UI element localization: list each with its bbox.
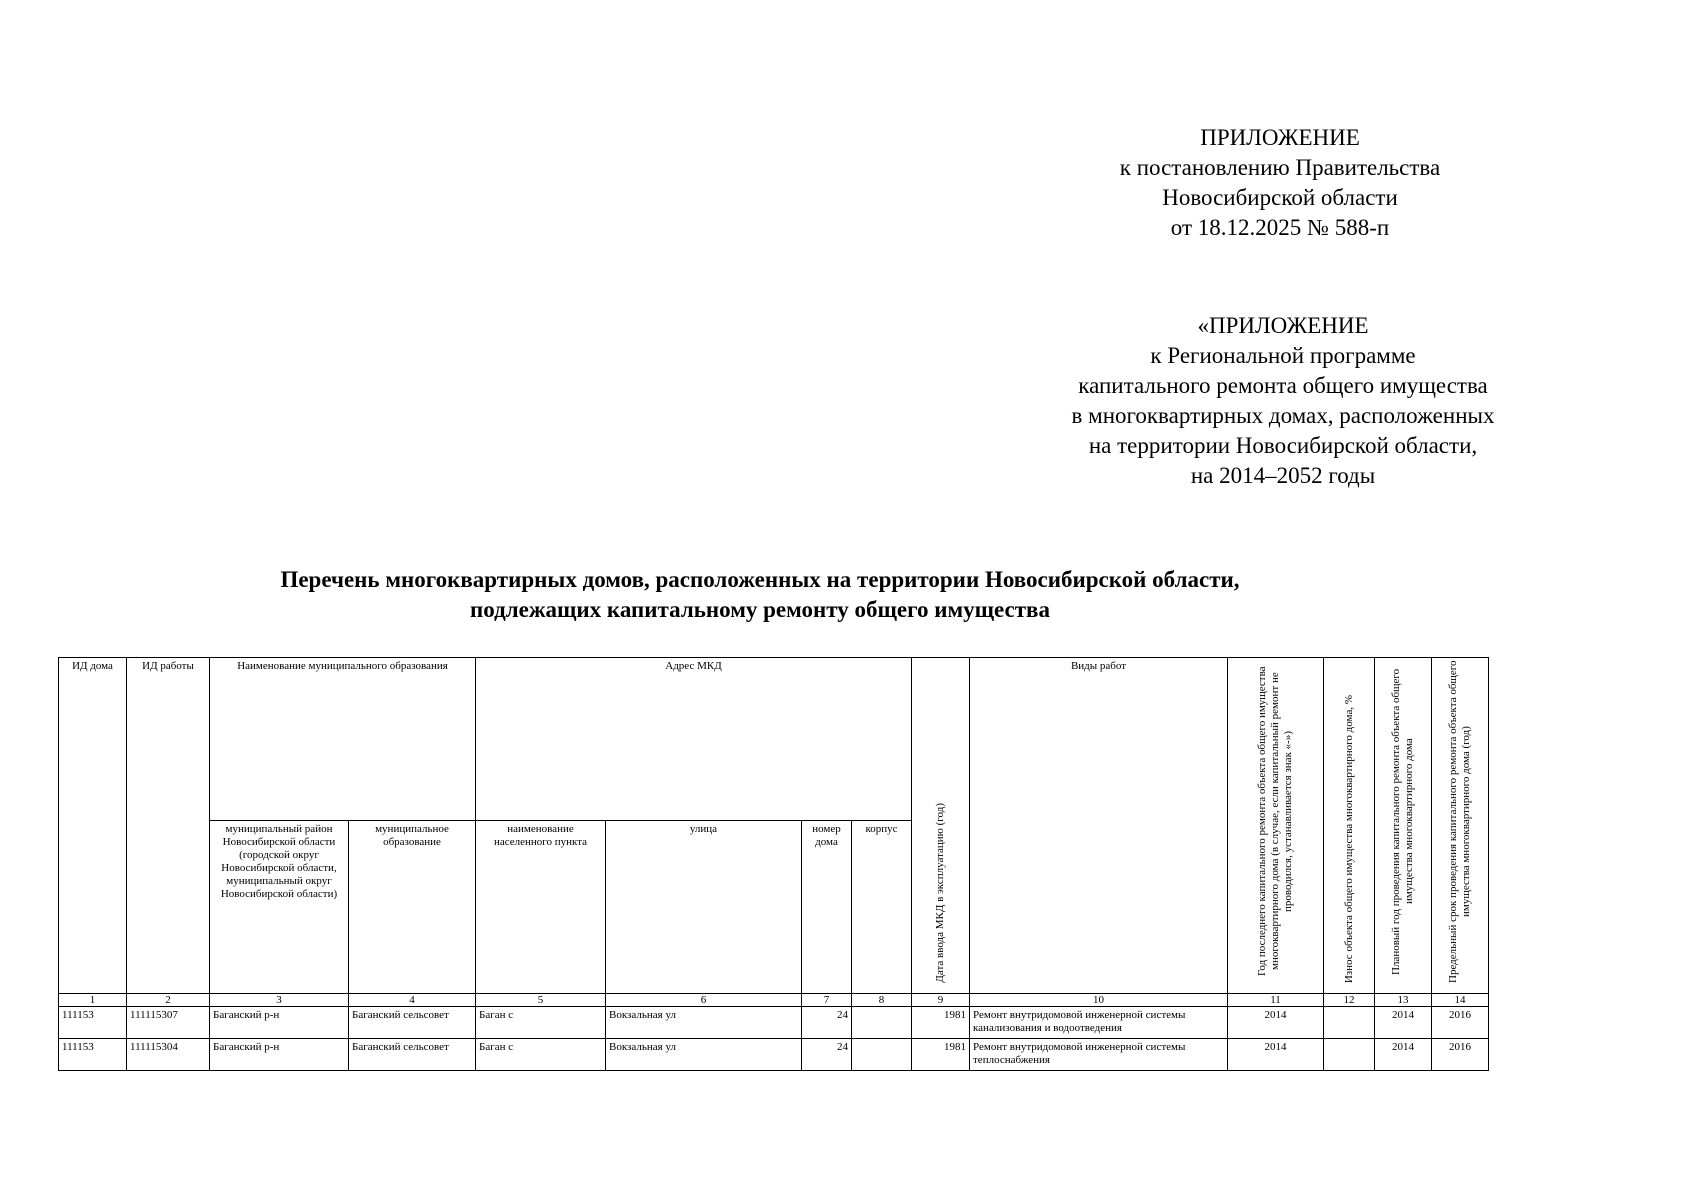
column-number: 11 (1228, 994, 1324, 1007)
cell-last-repair: 2014 (1228, 1039, 1324, 1071)
subheader-building: корпус (852, 821, 912, 994)
cell-house-id: 111153 (59, 1007, 127, 1039)
header-wear-text: Износ объекта общего имущества многоквартирного дома, % (1342, 694, 1355, 983)
header-commissioning-date (912, 658, 970, 994)
cell-deadline: 2016 (1432, 1007, 1489, 1039)
header-wear (1324, 658, 1375, 994)
table-row (59, 1039, 1489, 1071)
appendix-header-line: ПРИЛОЖЕНИЕ (1200, 125, 1360, 150)
program-appendix-header (1003, 311, 1563, 491)
cell-house-number: 24 (802, 1007, 852, 1039)
header-last-repair-year (1228, 658, 1324, 994)
header-municipality-name: Наименование муниципального образования (210, 658, 476, 821)
cell-municipality: Баганский сельсовет (349, 1007, 476, 1039)
header-work-id: ИД работы (127, 658, 210, 994)
cell-planned: 2014 (1375, 1007, 1432, 1039)
cell-district: Баганский р-н (210, 1007, 349, 1039)
cell-settlement: Баган с (476, 1007, 606, 1039)
program-appendix-line: на 2014–2052 годы (1190, 463, 1376, 488)
houses-table (58, 657, 1489, 1071)
cell-work-id: 111115304 (127, 1039, 210, 1071)
list-title-line: Перечень многоквартирных домов, расположенных на территории Новосибирской области, (280, 567, 1240, 592)
cell-street: Вокзальная ул (606, 1007, 802, 1039)
header-address: Адрес МКД (476, 658, 912, 821)
appendix-header-line: к постановлению Правительства (1119, 155, 1441, 180)
column-number: 5 (476, 994, 606, 1007)
header-planned-year (1375, 658, 1432, 994)
column-number: 14 (1432, 994, 1489, 1007)
column-number-row (59, 994, 1489, 1007)
cell-building (852, 1039, 912, 1071)
cell-planned: 2014 (1375, 1039, 1432, 1071)
header-deadline (1432, 658, 1489, 994)
header-planned-year-text: Плановый год проведения капитального ремонта объекта общего имущества многоквартирного дома (1390, 668, 1415, 975)
header-commissioning-date-text: Дата ввода МКД в эксплуатацию (год) (934, 803, 946, 983)
column-number: 12 (1324, 994, 1375, 1007)
cell-wear (1324, 1007, 1375, 1039)
cell-deadline: 2016 (1432, 1039, 1489, 1071)
program-appendix-line: капитального ремонта общего имущества (1078, 373, 1488, 398)
column-number: 4 (349, 994, 476, 1007)
list-title-line: подлежащих капитальному ремонту общего имущества (470, 597, 1050, 622)
column-number: 8 (852, 994, 912, 1007)
subheader-district: муниципальный район Новосибирской области (городской округ Новосибирской области, муниципальный округ Новосибирской области) (210, 821, 349, 994)
header-house-id: ИД дома (59, 658, 127, 994)
cell-street: Вокзальная ул (606, 1039, 802, 1071)
header-work-types: Виды работ (970, 658, 1228, 994)
subheader-settlement: наименование населенного пункта (476, 821, 606, 994)
cell-wear (1324, 1039, 1375, 1071)
cell-municipality: Баганский сельсовет (349, 1039, 476, 1071)
appendix-header-date: от 18.12.2025 № 588-п (1170, 215, 1390, 240)
program-appendix-line: в многоквартирных домах, расположенных (1071, 403, 1495, 428)
column-number: 2 (127, 994, 210, 1007)
program-appendix-line: на территории Новосибирской области, (1088, 433, 1478, 458)
program-appendix-line: к Региональной программе (1150, 343, 1416, 368)
list-title (140, 565, 1380, 625)
column-number: 6 (606, 994, 802, 1007)
cell-year: 1981 (912, 1039, 970, 1071)
cell-work-id: 111115307 (127, 1007, 210, 1039)
column-number: 3 (210, 994, 349, 1007)
cell-last-repair: 2014 (1228, 1007, 1324, 1039)
subheader-house-number: номер дома (802, 821, 852, 994)
program-appendix-line: «ПРИЛОЖЕНИЕ (1197, 313, 1369, 338)
table-row (59, 1007, 1489, 1039)
subheader-street: улица (606, 821, 802, 994)
cell-year: 1981 (912, 1007, 970, 1039)
column-number: 1 (59, 994, 127, 1007)
header-last-repair-year-text: Год последнего капитального ремонта объекта общего имущества многоквартирного дома (в случае, если капитальный ремонт не проводился, устанавливается знак «-») (1256, 666, 1294, 977)
column-number: 13 (1375, 994, 1432, 1007)
cell-settlement: Баган с (476, 1039, 606, 1071)
cell-building (852, 1007, 912, 1039)
header-row (59, 658, 1489, 821)
header-deadline-text: Предельный срок проведения капитального ремонта объекта общего имущества многоквартирного дома (год) (1447, 660, 1472, 983)
cell-house-id: 111153 (59, 1039, 127, 1071)
column-number: 7 (802, 994, 852, 1007)
column-number: 10 (970, 994, 1228, 1007)
column-number: 9 (912, 994, 970, 1007)
appendix-header (1000, 123, 1560, 243)
appendix-header-line: Новосибирской области (1162, 185, 1398, 210)
subheader-municipality: муниципальное образование (349, 821, 476, 994)
cell-house-number: 24 (802, 1039, 852, 1071)
cell-district: Баганский р-н (210, 1039, 349, 1071)
cell-work-type: Ремонт внутридомовой инженерной системы канализования и водоотведения (970, 1007, 1228, 1039)
cell-work-type: Ремонт внутридомовой инженерной системы теплоснабжения (970, 1039, 1228, 1071)
